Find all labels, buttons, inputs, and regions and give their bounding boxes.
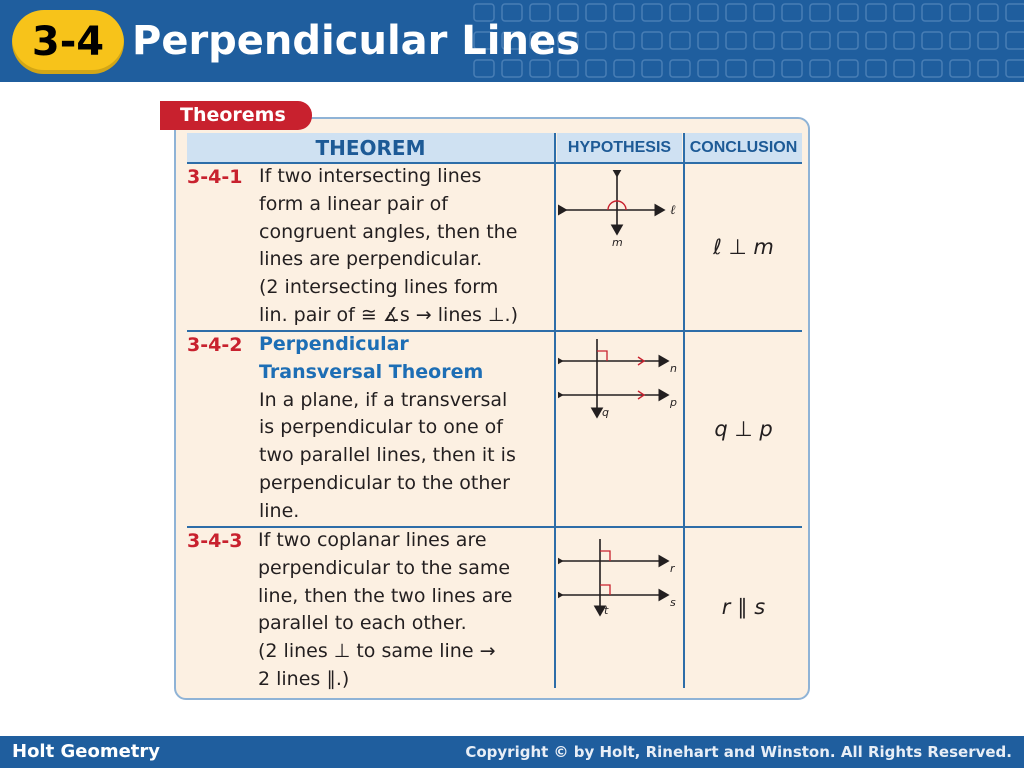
statement-line: line. bbox=[259, 499, 300, 522]
right-angle-mark bbox=[600, 585, 610, 595]
statement-line: is perpendicular to one of bbox=[259, 416, 503, 439]
label-t: t bbox=[604, 604, 609, 617]
label-m: m bbox=[612, 236, 623, 249]
page-title: Perpendicular Lines bbox=[132, 18, 580, 64]
statement-line: line, then the two lines are bbox=[258, 584, 513, 607]
statement-line: perpendicular to the other bbox=[259, 471, 510, 494]
theorem-conclusion: r ∥ s bbox=[721, 595, 766, 619]
label-s: s bbox=[670, 596, 676, 609]
statement-line: lin. pair of ≅ ∡s → lines ⊥.) bbox=[259, 303, 518, 326]
theorem-statement bbox=[258, 527, 550, 694]
theorem-name-line: Perpendicular bbox=[259, 333, 409, 355]
label-n: n bbox=[670, 362, 677, 375]
right-angle-mark bbox=[597, 351, 607, 361]
statement-line: (2 intersecting lines form bbox=[259, 276, 499, 299]
hypothesis-diagram-intersecting-lines bbox=[558, 170, 682, 250]
statement-line: lines are perpendicular. bbox=[259, 248, 483, 271]
label-r: r bbox=[670, 562, 675, 575]
column-header-hypothesis: HYPOTHESIS bbox=[557, 133, 682, 163]
label-l: ℓ bbox=[670, 203, 676, 218]
hypothesis-diagram-transversal bbox=[558, 337, 682, 423]
statement-line: In a plane, if a transversal bbox=[259, 388, 508, 411]
theorem-conclusion: ℓ ⊥ m bbox=[713, 235, 774, 259]
theorems-tab-label: Theorems bbox=[160, 101, 312, 130]
footer-bar bbox=[0, 736, 1024, 768]
statement-line: If two coplanar lines are bbox=[258, 529, 487, 551]
theorem-number: 3-4-2 bbox=[187, 334, 243, 356]
label-q: q bbox=[602, 406, 609, 419]
statement-line: form a linear pair of bbox=[259, 192, 448, 215]
statement-line: parallel to each other. bbox=[258, 612, 467, 635]
column-divider bbox=[554, 133, 556, 688]
hypothesis-diagram-coplanar-perpendiculars bbox=[558, 537, 682, 621]
column-header-conclusion: CONCLUSION bbox=[685, 133, 802, 163]
theorem-number: 3-4-3 bbox=[187, 530, 243, 552]
theorem-statement bbox=[259, 331, 551, 526]
statement-line: If two intersecting lines bbox=[259, 165, 482, 187]
theorem-conclusion: q ⊥ p bbox=[714, 417, 773, 441]
footer-course-title: Holt Geometry bbox=[12, 741, 160, 762]
footer-copyright: Copyright © by Holt, Rinehart and Winston. All Rights Reserved. bbox=[465, 743, 1012, 761]
lesson-number-badge: 3-4 bbox=[12, 10, 124, 74]
statement-line: two parallel lines, then it is bbox=[259, 444, 516, 467]
statement-line: 2 lines ∥.) bbox=[258, 667, 350, 690]
theorem-number: 3-4-1 bbox=[187, 166, 243, 188]
statement-line: congruent angles, then the bbox=[259, 220, 518, 243]
label-p: p bbox=[670, 396, 677, 409]
header-bar bbox=[0, 0, 1024, 82]
right-angle-mark bbox=[600, 551, 610, 561]
column-header-theorem: THEOREM bbox=[187, 133, 554, 163]
statement-line: perpendicular to the same bbox=[258, 556, 511, 579]
statement-line: (2 lines ⊥ to same line → bbox=[258, 640, 496, 663]
theorem-statement bbox=[259, 163, 551, 330]
theorem-name-line: Transversal Theorem bbox=[259, 360, 484, 383]
